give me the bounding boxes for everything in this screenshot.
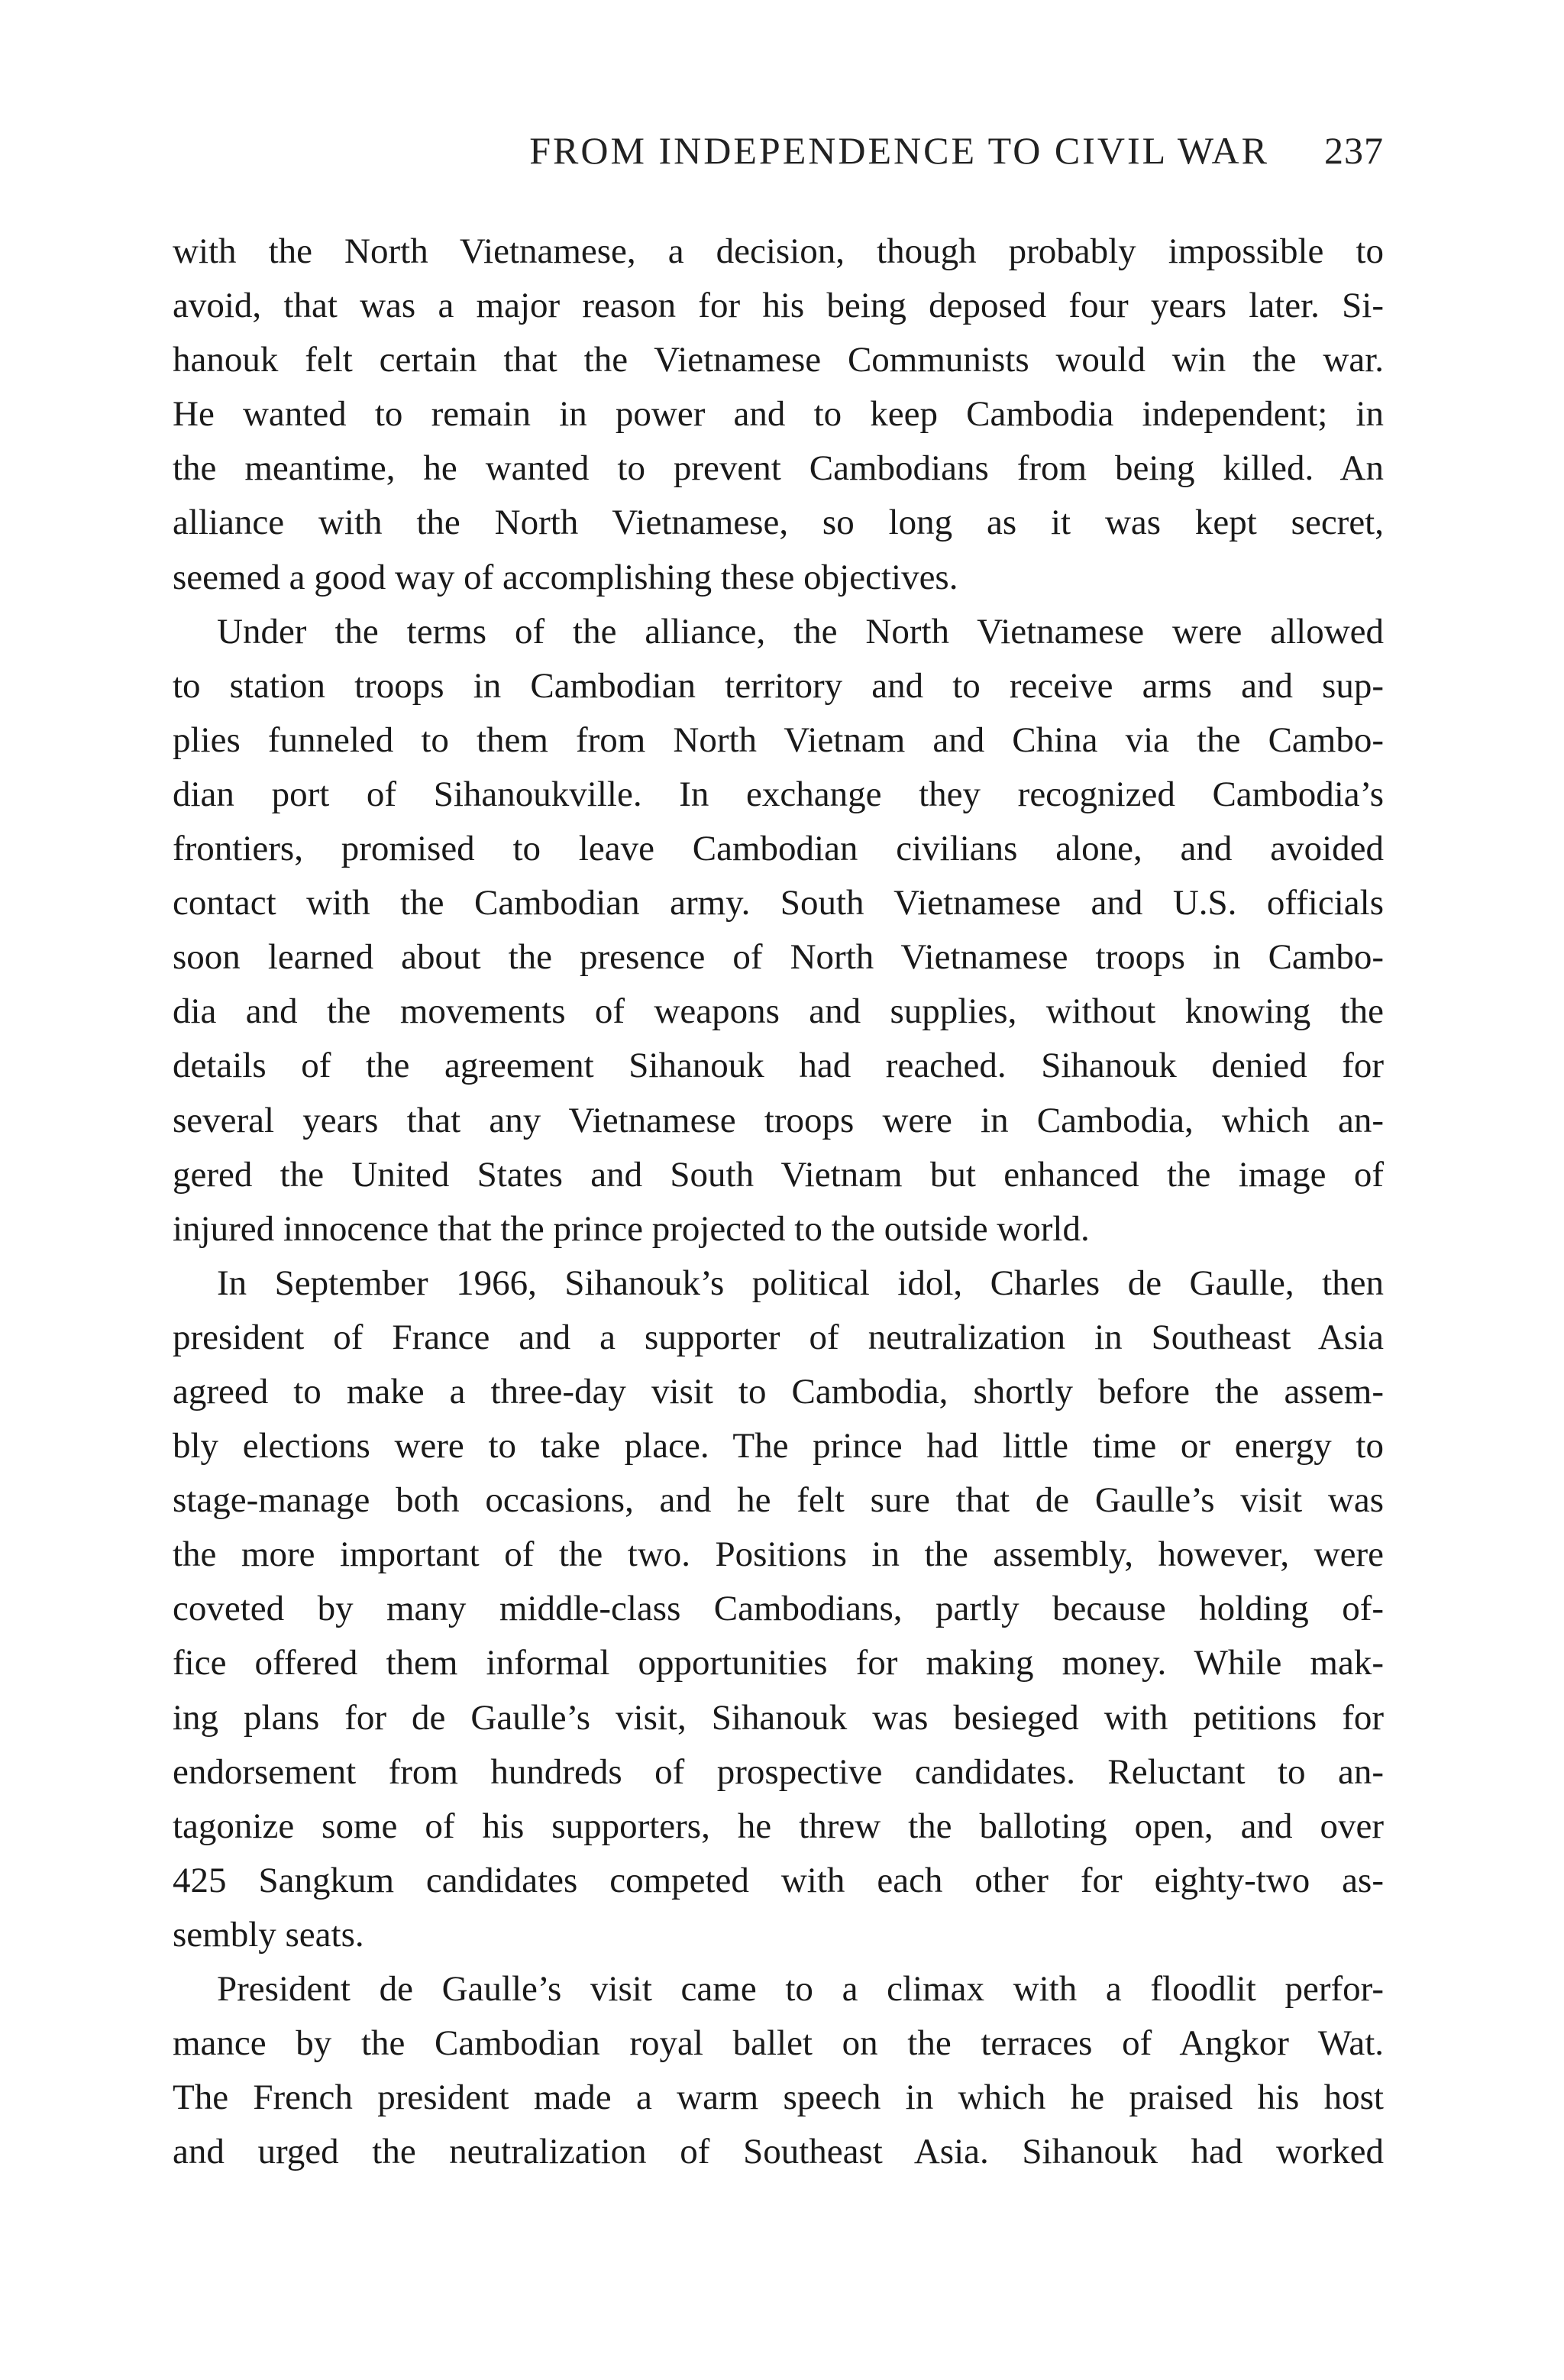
text-line: the more important of the two. Positions in the assembly, however, were — [173, 1534, 1384, 1575]
text-line: hanouk felt certain that the Vietnamese Communists would win the war. — [173, 340, 1384, 380]
page-number: 237 — [1324, 129, 1384, 172]
text-line: 425 Sangkum candidates competed with each other for eighty-two as- — [173, 1860, 1384, 1900]
text-line: mance by the Cambodian royal ballet on the terraces of Angkor Wat. — [173, 2023, 1384, 2064]
running-header — [473, 128, 1384, 174]
text-line: president of France and a supporter of neutralization in Southeast Asia — [173, 1317, 1384, 1357]
text-line: and urged the neutralization of Southeast Asia. Sihanouk had worked — [173, 2132, 1384, 2172]
text-line: frontiers, promised to leave Cambodian civilians alone, and avoided — [173, 829, 1384, 869]
text-line: alliance with the North Vietnamese, so long as it was kept secret, — [173, 503, 1384, 543]
text-line: ing plans for de Gaulle’s visit, Sihanouk was besieged with petitions for — [173, 1697, 1384, 1738]
running-title: FROM INDEPENDENCE TO CIVIL WAR — [529, 129, 1269, 172]
paragraph — [173, 225, 1384, 605]
text-line: seemed a good way of accomplishing these objectives. — [173, 557, 958, 597]
text-line: soon learned about the presence of North Vietnamese troops in Cambo- — [173, 937, 1384, 978]
body-text — [173, 225, 1384, 2179]
paragraph — [173, 1256, 1384, 1962]
text-line: the meantime, he wanted to prevent Cambodians from being killed. An — [173, 448, 1384, 489]
text-line: gered the United States and South Vietnam but enhanced the image of — [173, 1154, 1384, 1195]
text-line: with the North Vietnamese, a decision, though probably impossible to — [173, 231, 1384, 271]
text-line: details of the agreement Sihanouk had reached. Sihanouk denied for — [173, 1046, 1384, 1086]
text-line: dian port of Sihanoukville. In exchange they recognized Cambodia’s — [173, 774, 1384, 814]
text-line: bly elections were to take place. The prince had little time or energy to — [173, 1426, 1384, 1466]
paragraph — [173, 605, 1384, 1256]
text-line: President de Gaulle’s visit came to a climax with a floodlit perfor- — [217, 1969, 1384, 2009]
text-line: several years that any Vietnamese troops were in Cambodia, which an- — [173, 1100, 1384, 1140]
text-line: injured innocence that the prince projected to the outside world. — [173, 1208, 1090, 1249]
text-line: contact with the Cambodian army. South Vietnamese and U.S. officials — [173, 883, 1384, 923]
text-line: coveted by many middle-class Cambodians, partly because holding of- — [173, 1589, 1384, 1629]
text-line: agreed to make a three-day visit to Cambodia, shortly before the assem- — [173, 1371, 1384, 1412]
text-line: avoid, that was a major reason for his being deposed four years later. Si- — [173, 286, 1384, 326]
text-line: fice offered them informal opportunities for making money. While mak- — [173, 1643, 1384, 1683]
text-line: He wanted to remain in power and to keep Cambodia independent; in — [173, 394, 1384, 435]
text-line: to station troops in Cambodian territory and to receive arms and sup- — [173, 665, 1384, 706]
text-line: In September 1966, Sihanouk’s political idol, Charles de Gaulle, then — [217, 1263, 1384, 1303]
text-line: The French president made a warm speech in which he praised his host — [173, 2078, 1384, 2118]
text-line: stage-manage both occasions, and he felt sure that de Gaulle’s visit was — [173, 1480, 1384, 1521]
text-line: dia and the movements of weapons and supplies, without knowing the — [173, 991, 1384, 1032]
paragraph — [173, 1962, 1384, 2179]
text-line: plies funneled to them from North Vietnam and China via the Cambo- — [173, 719, 1384, 760]
text-line: tagonize some of his supporters, he threw the balloting open, and over — [173, 1806, 1384, 1846]
text-line: Under the terms of the alliance, the North Vietnamese were allowed — [217, 611, 1384, 652]
text-line: endorsement from hundreds of prospective candidates. Reluctant to an- — [173, 1751, 1384, 1792]
text-line: sembly seats. — [173, 1914, 364, 1955]
